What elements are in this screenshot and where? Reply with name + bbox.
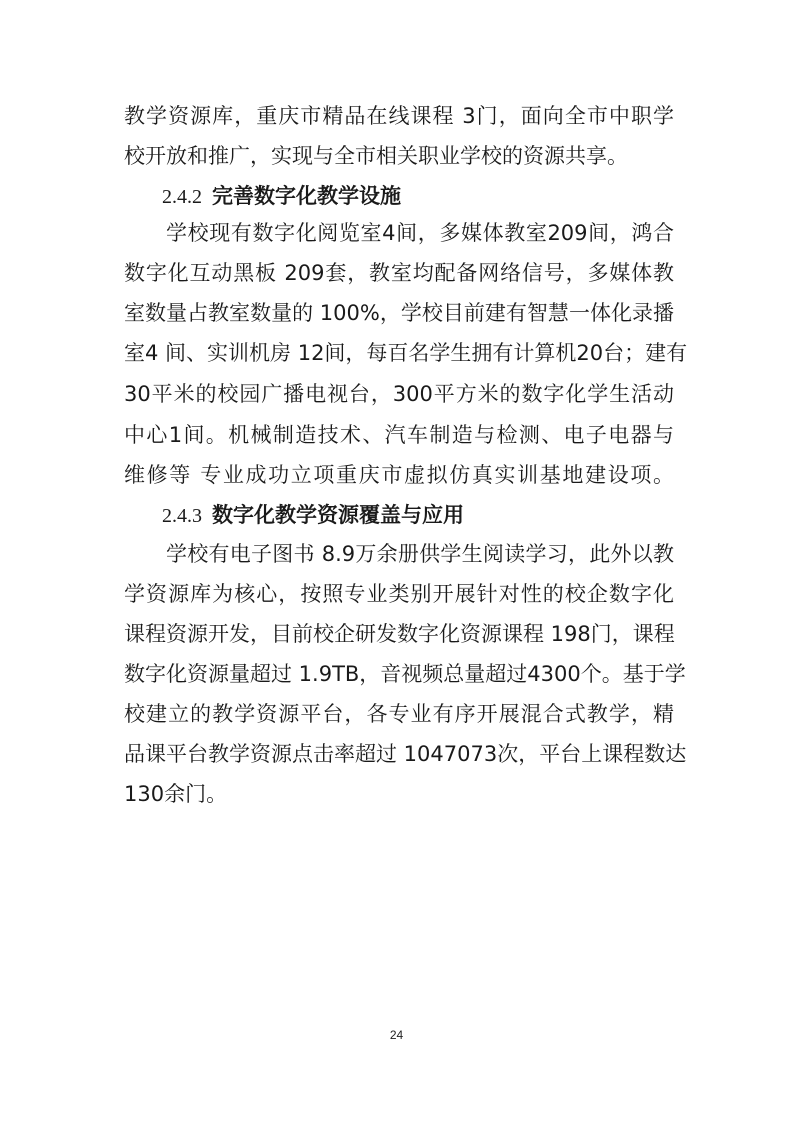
paragraph-line: 130余门。 <box>124 782 228 806</box>
section-heading-2-4-3 <box>162 495 464 535</box>
intro-line-1: 教学资源库，重庆市精品在线课程 3门，面向全市中职学 <box>124 104 674 128</box>
paragraph-line: 室4 间、实训机房 12间，每百名学生拥有计算机20台；建有 <box>124 341 688 365</box>
paragraph-line: 学资源库为核心，按照专业类别开展针对性的校企数字化 <box>124 582 674 606</box>
page-number: 24 <box>389 1028 404 1042</box>
paragraph-line: 学校现有数字化阅览室4间，多媒体教室209间，鸿合 <box>166 221 674 245</box>
section-title: 数字化教学资源覆盖与应用 <box>212 503 464 527</box>
paragraph-line: 数字化资源量超过 1.9TB，音视频总量超过4300个。基于学 <box>124 662 686 686</box>
paragraph-line: 品课平台教学资源点击率超过 1047073次，平台上课程数达 <box>124 742 687 766</box>
intro-line-2: 校开放和推广，实现与全市相关职业学校的资源共享。 <box>124 144 628 168</box>
paragraph-line: 课程资源开发，目前校企研发数字化资源课程 198门，课程 <box>124 622 675 646</box>
section-heading-2-4-2 <box>162 176 401 216</box>
section-number: 2.4.3 <box>162 505 202 527</box>
paragraph-line: 中心1间。机械制造技术、汽车制造与检测、电子电器与 <box>124 423 674 447</box>
paragraph-line: 学校有电子图书 8.9万余册供学生阅读学习，此外以教 <box>166 542 674 566</box>
paragraph-line: 室数量占教室数量的 100%，学校目前建有智慧一体化录播 <box>124 301 674 325</box>
section-number: 2.4.2 <box>162 186 202 208</box>
paragraph-line: 维修等 专业成功立项重庆市虚拟仿真实训基地建设项。 <box>124 463 674 487</box>
paragraph-line: 30平米的校园广播电视台，300平方米的数字化学生活动 <box>124 382 674 406</box>
paragraph-line: 校建立的教学资源平台，各专业有序开展混合式教学，精 <box>124 702 674 726</box>
paragraph-line: 数字化互动黑板 209套，教室均配备网络信号，多媒体教 <box>124 261 674 285</box>
section-title: 完善数字化教学设施 <box>212 184 401 208</box>
